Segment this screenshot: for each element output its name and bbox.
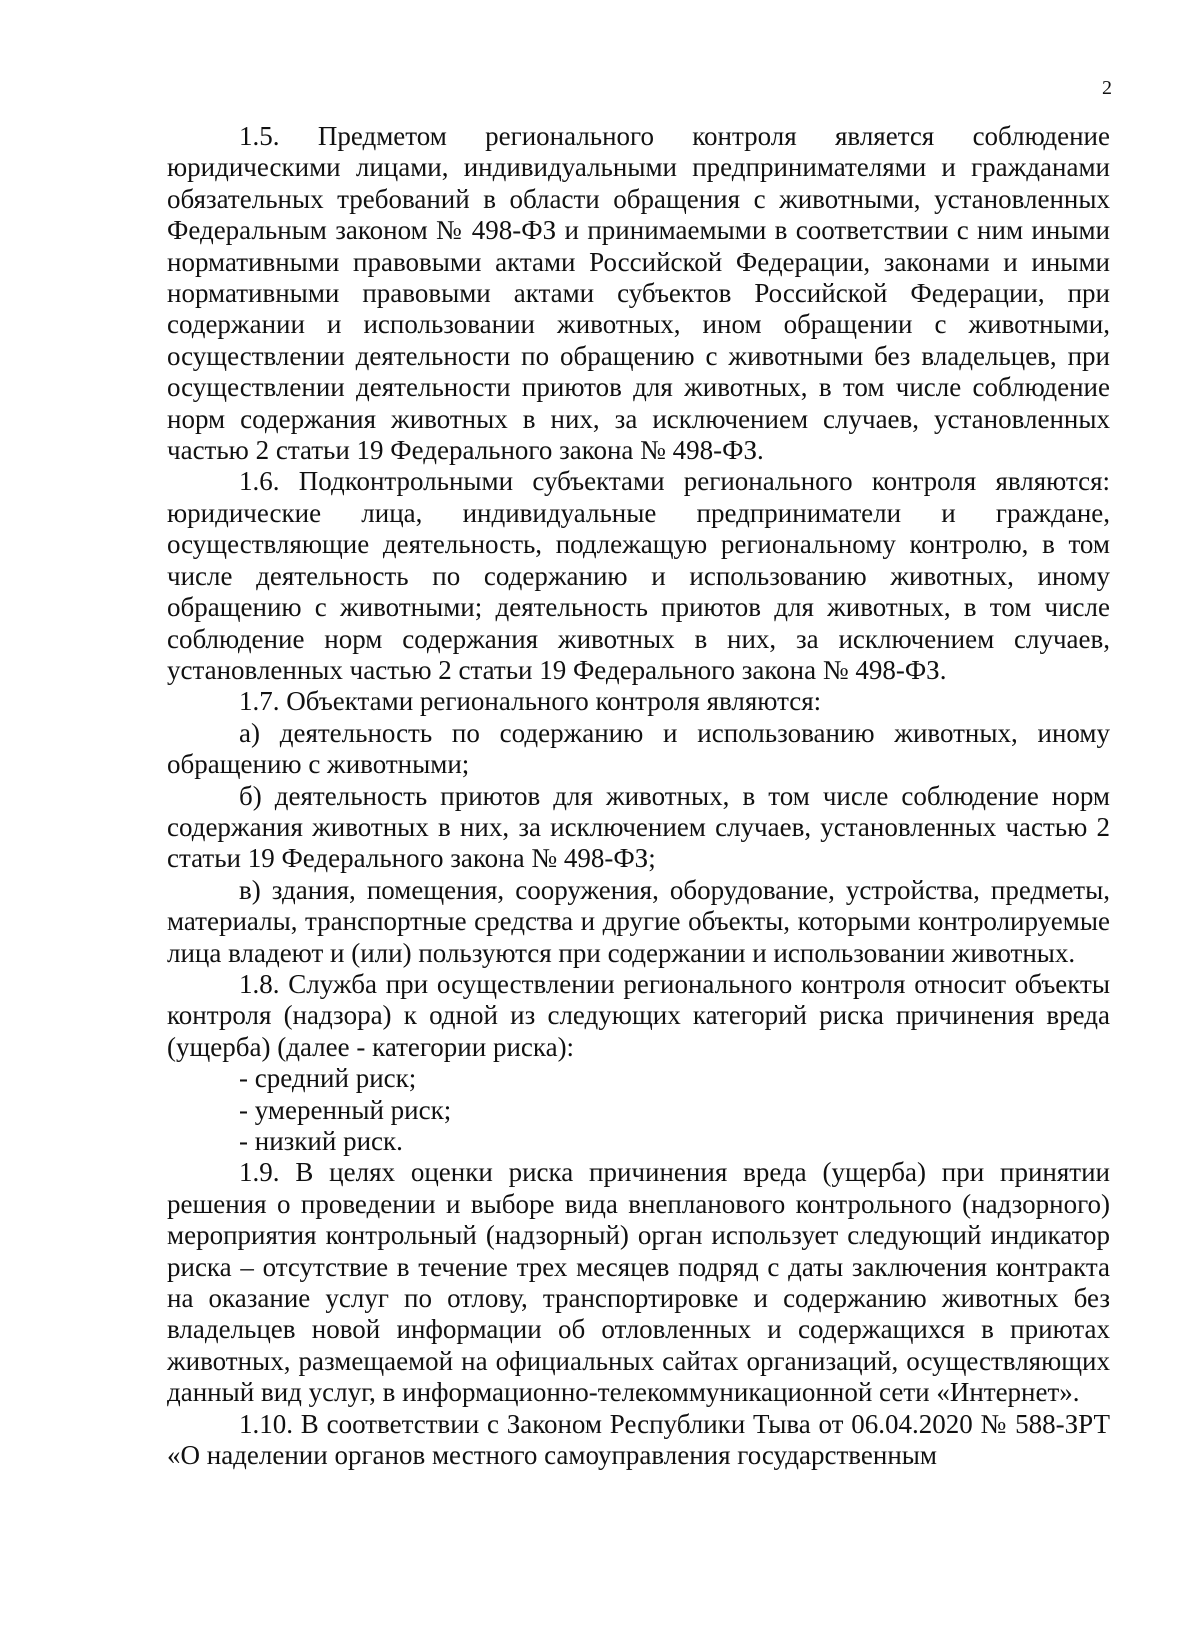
- paragraph-1-6: 1.6. Подконтрольными субъектами регионального контроля являются: юридические лица, индивидуальные предприниматели и граждане, осуществляющие деятельность, подлежащую региональному контролю, в том числе деятельность по содержанию и использованию животных, иному обращению с животными; деятельность приютов для животных, в том числе соблюдение норм содержания животных в них, за исключением случаев, установленных частью 2 статьи 19 Федерального закона № 498-ФЗ.: [167, 466, 1110, 685]
- paragraph-1-7-v: в) здания, помещения, сооружения, оборудование, устройства, предметы, материалы, транспортные средства и другие объекты, которыми контролируемые лица владеют и (или) пользуются при содержании и использовании животных.: [167, 874, 1110, 968]
- paragraph-1-7-a: а) деятельность по содержанию и использованию животных, иному обращению с животными;: [167, 717, 1110, 780]
- paragraph-1-5: 1.5. Предметом регионального контроля является соблюдение юридическими лицами, индивидуальными предпринимателями и гражданами обязательных требований в области обращения с животными, установленных Федеральным законом № 498-ФЗ и принимаемыми в соответствии с ним иными нормативными правовыми актами Российской Федерации, законами и иными нормативными правовыми актами субъектов Российской Федерации, при содержании и использовании животных, ином обращении с животными, осуществлении деятельности по обращению с животными без владельцев, при осуществлении деятельности приютов для животных, в том числе соблюдение норм содержания животных в них, за исключением случаев, установленных частью 2 статьи 19 Федерального закона № 498-ФЗ.: [167, 121, 1110, 466]
- paragraph-1-8: 1.8. Служба при осуществлении регионального контроля относит объекты контроля (надзора) к одной из следующих категорий риска причинения вреда (ущерба) (далее - категории риска):: [167, 968, 1110, 1062]
- risk-category-low: - низкий риск.: [239, 1126, 403, 1156]
- risk-category-medium: - средний риск;: [239, 1063, 417, 1094]
- document-body: [167, 121, 1110, 1471]
- paragraph-1-10: 1.10. В соответствии с Законом Республики Тыва от 06.04.2020 № 588-ЗРТ «О наделении органов местного самоуправления государственным: [167, 1408, 1110, 1471]
- paragraph-1-9: 1.9. В целях оценки риска причинения вреда (ущерба) при принятии решения о проведении и выборе вида внепланового контрольного (надзорного) мероприятия контрольный (надзорный) орган использует следующий индикатор риска – отсутствие в течение трех месяцев подряд с даты заключения контракта на оказание услуг по отлову, транспортировке и содержанию животных без владельцев новой информации об отловленных и содержащихся в приютах животных, размещаемой на официальных сайтах организаций, осуществляющих данный вид услуг, в информационно-телекоммуникационной сети «Интернет».: [167, 1157, 1110, 1408]
- paragraph-1-7: 1.7. Объектами регионального контроля являются:: [239, 686, 822, 717]
- page-number: 2: [1102, 77, 1112, 99]
- paragraph-1-7-b: б) деятельность приютов для животных, в том числе соблюдение норм содержания животных в них, за исключением случаев, установленных частью 2 статьи 19 Федерального закона № 498-ФЗ;: [167, 780, 1110, 874]
- risk-category-moderate: - умеренный риск;: [239, 1094, 452, 1125]
